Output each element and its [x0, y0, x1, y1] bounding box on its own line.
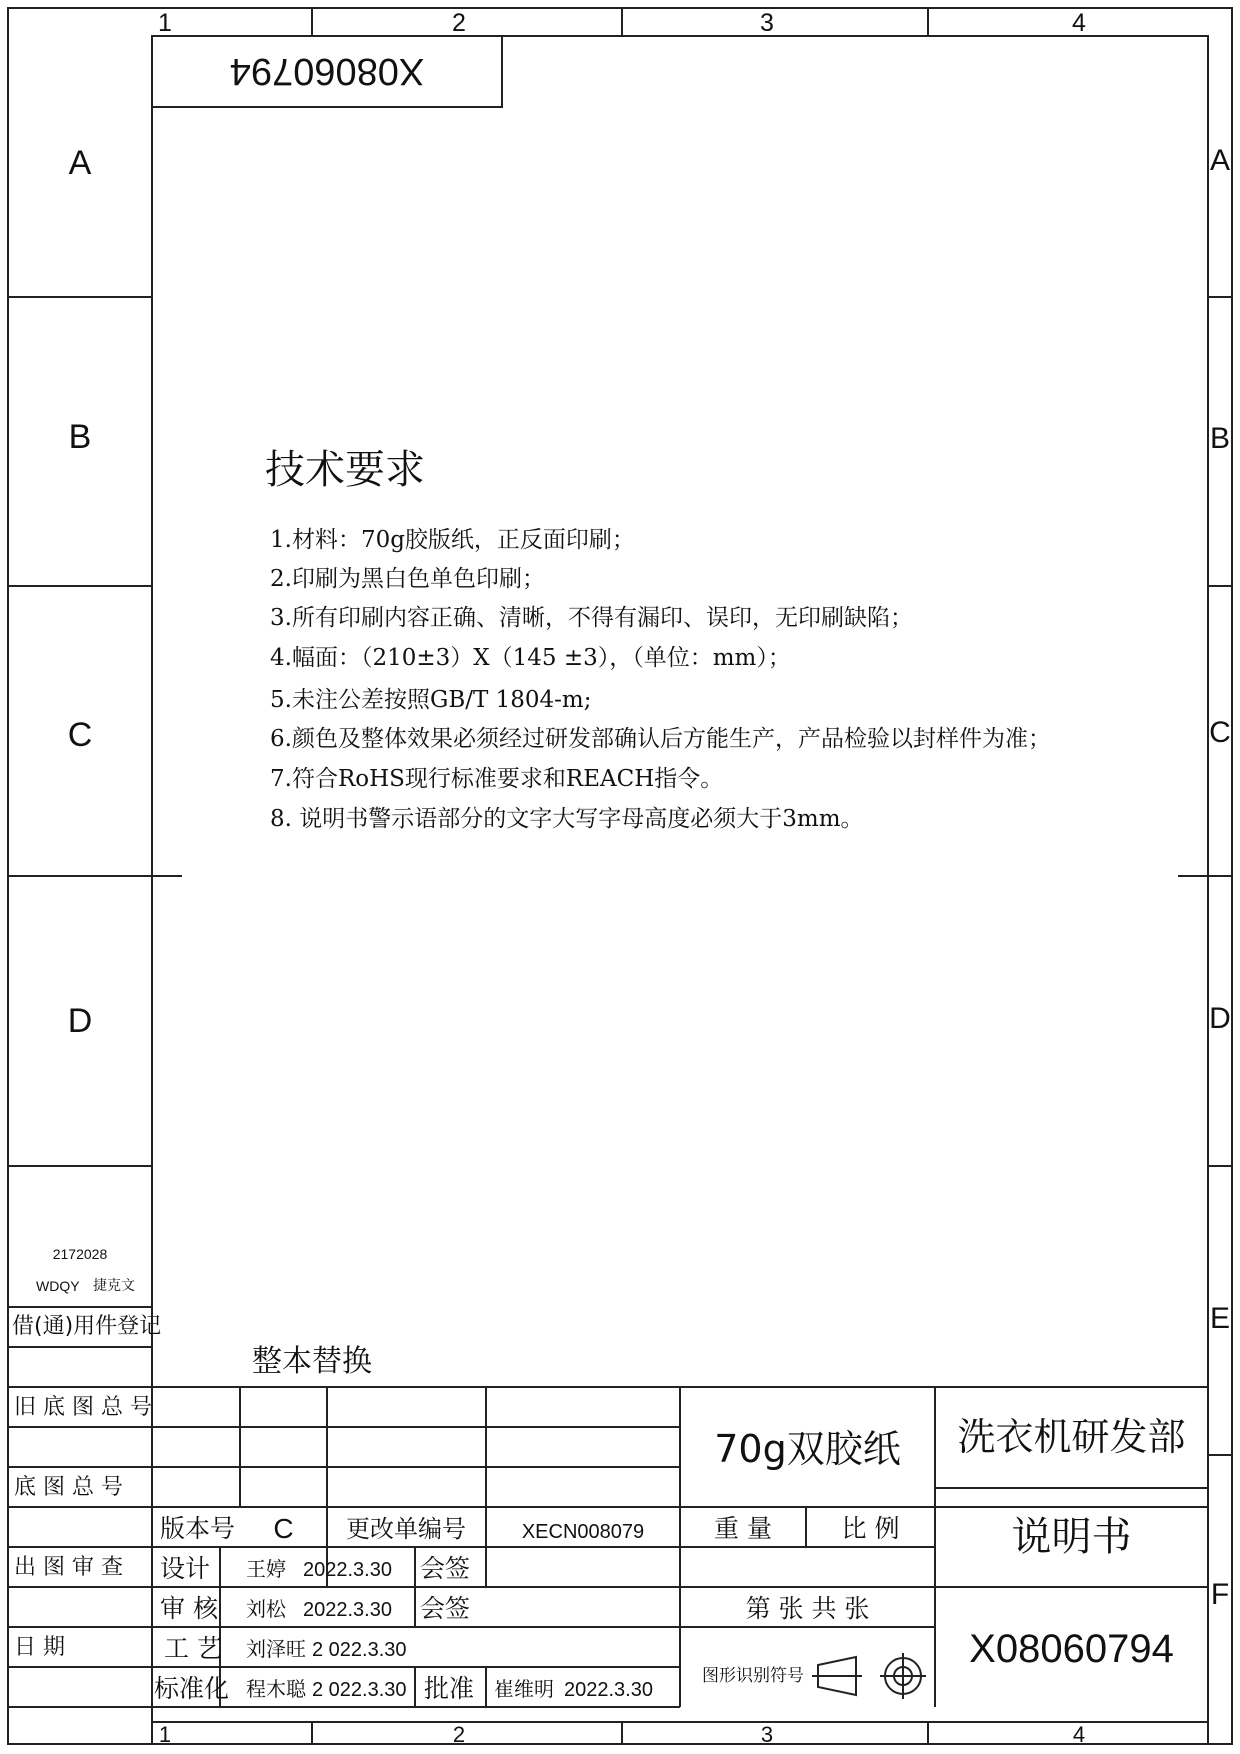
zone-row-b-right: B [1209, 422, 1230, 455]
tech-requirement-item: 4.幅面：（210±3）X（145 ±3），（单位：mm）； [270, 645, 791, 671]
register-label: 借(通)用件登记 [12, 1314, 162, 1339]
old-base-label: 旧 底 图 总 号 [14, 1395, 152, 1420]
stamp-code: 2172028 [52, 1246, 108, 1262]
review-label: 出 图 审 查 [14, 1555, 123, 1580]
change-no-value: XECN008079 [521, 1521, 645, 1543]
date-label: 日 期 [14, 1635, 65, 1660]
department: 洗衣机研发部 [957, 1415, 1186, 1459]
zone-col-2-bottom: 2 [452, 1722, 466, 1747]
stamp-org: WDQY [36, 1278, 80, 1294]
tech-requirement-item: 1.材料：70g胶版纸，正反面印刷； [270, 527, 635, 553]
approve-date: 2022.3.30 [564, 1679, 653, 1701]
tech-requirement-item: 5.未注公差按照GB/T 1804-m; [270, 687, 592, 713]
zone-row-a-left: A [68, 144, 92, 182]
weight-label: 重 量 [714, 1514, 772, 1543]
standard-label: 标准化 [154, 1674, 230, 1703]
base-label: 底 图 总 号 [14, 1475, 123, 1500]
zone-row-e-right: E [1209, 1302, 1230, 1335]
design-date: 2022.3.30 [303, 1559, 392, 1581]
design-label: 设计 [160, 1554, 211, 1583]
version-value: C [273, 1513, 294, 1544]
cosign-label-2: 会签 [420, 1594, 471, 1623]
symbol-label: 图形识别符号 [702, 1666, 804, 1686]
tech-requirement-item: 8. 说明书警示语部分的文字大写字母高度必须大于3mm。 [270, 806, 864, 832]
zone-row-f-right: F [1210, 1578, 1230, 1611]
zone-row-c-right: C [1209, 716, 1231, 749]
process-label: 工 艺 [164, 1634, 222, 1663]
zone-col-4-bottom: 4 [1072, 1722, 1086, 1747]
zone-col-2-top: 2 [452, 9, 466, 37]
scale-label: 比 例 [841, 1514, 900, 1543]
cosign-label-1: 会签 [420, 1554, 471, 1583]
tech-requirement-item: 3.所有印刷内容正确、清晰，不得有漏印、误印，无印刷缺陷； [270, 605, 913, 631]
tech-requirement-item: 2.印刷为黑白色单色印刷； [270, 566, 545, 592]
tech-requirement-item: 7.符合RoHS现行标准要求和REACH指令。 [270, 766, 724, 792]
target-symbol-icon [880, 1653, 926, 1699]
zone-row-d-right: D [1209, 1002, 1231, 1035]
zone-col-4-top: 4 [1072, 9, 1086, 37]
check-label: 审 核 [160, 1594, 218, 1623]
tech-requirement-item: 6.颜色及整体效果必须经过研发部确认后方能生产，产品检验以封样件为准； [270, 726, 1051, 752]
zone-col-3-bottom: 3 [760, 1722, 774, 1747]
doc-name: 说明书 [1011, 1514, 1132, 1560]
process-name: 刘泽旺 [246, 1637, 306, 1661]
material: 70g双胶纸 [714, 1427, 901, 1471]
drawing-number-mirrored: X08060794 [229, 50, 425, 92]
revision-note: 整本替换 [252, 1344, 372, 1379]
drawing-number: X08060794 [969, 1627, 1174, 1671]
check-date: 2022.3.30 [303, 1599, 392, 1621]
change-no-label: 更改单编号 [346, 1515, 466, 1543]
zone-row-c-left: C [67, 716, 93, 754]
zone-row-a-right: A [1209, 144, 1230, 177]
check-name: 刘松 [246, 1597, 286, 1621]
approve-label: 批准 [424, 1674, 475, 1703]
zone-row-b-left: B [68, 418, 92, 456]
process-date: 2 022.3.30 [312, 1639, 407, 1661]
tech-requirements-title: 技术要求 [265, 447, 425, 493]
zone-col-1-bottom: 1 [158, 1722, 172, 1747]
version-label: 版本号 [160, 1514, 236, 1543]
sheet-label: 第 张 共 张 [745, 1594, 870, 1623]
design-name: 王婷 [246, 1557, 286, 1581]
stamp-name: 捷克文 [93, 1278, 135, 1294]
approve-name: 崔维明 [494, 1677, 554, 1701]
standard-date: 2 022.3.30 [312, 1679, 407, 1701]
zone-col-1-top: 1 [158, 9, 172, 37]
zone-col-3-top: 3 [760, 9, 774, 37]
standard-name: 程木聪 [246, 1677, 306, 1701]
zone-row-d-left: D [67, 1002, 93, 1040]
projection-symbol-icon [812, 1657, 862, 1695]
